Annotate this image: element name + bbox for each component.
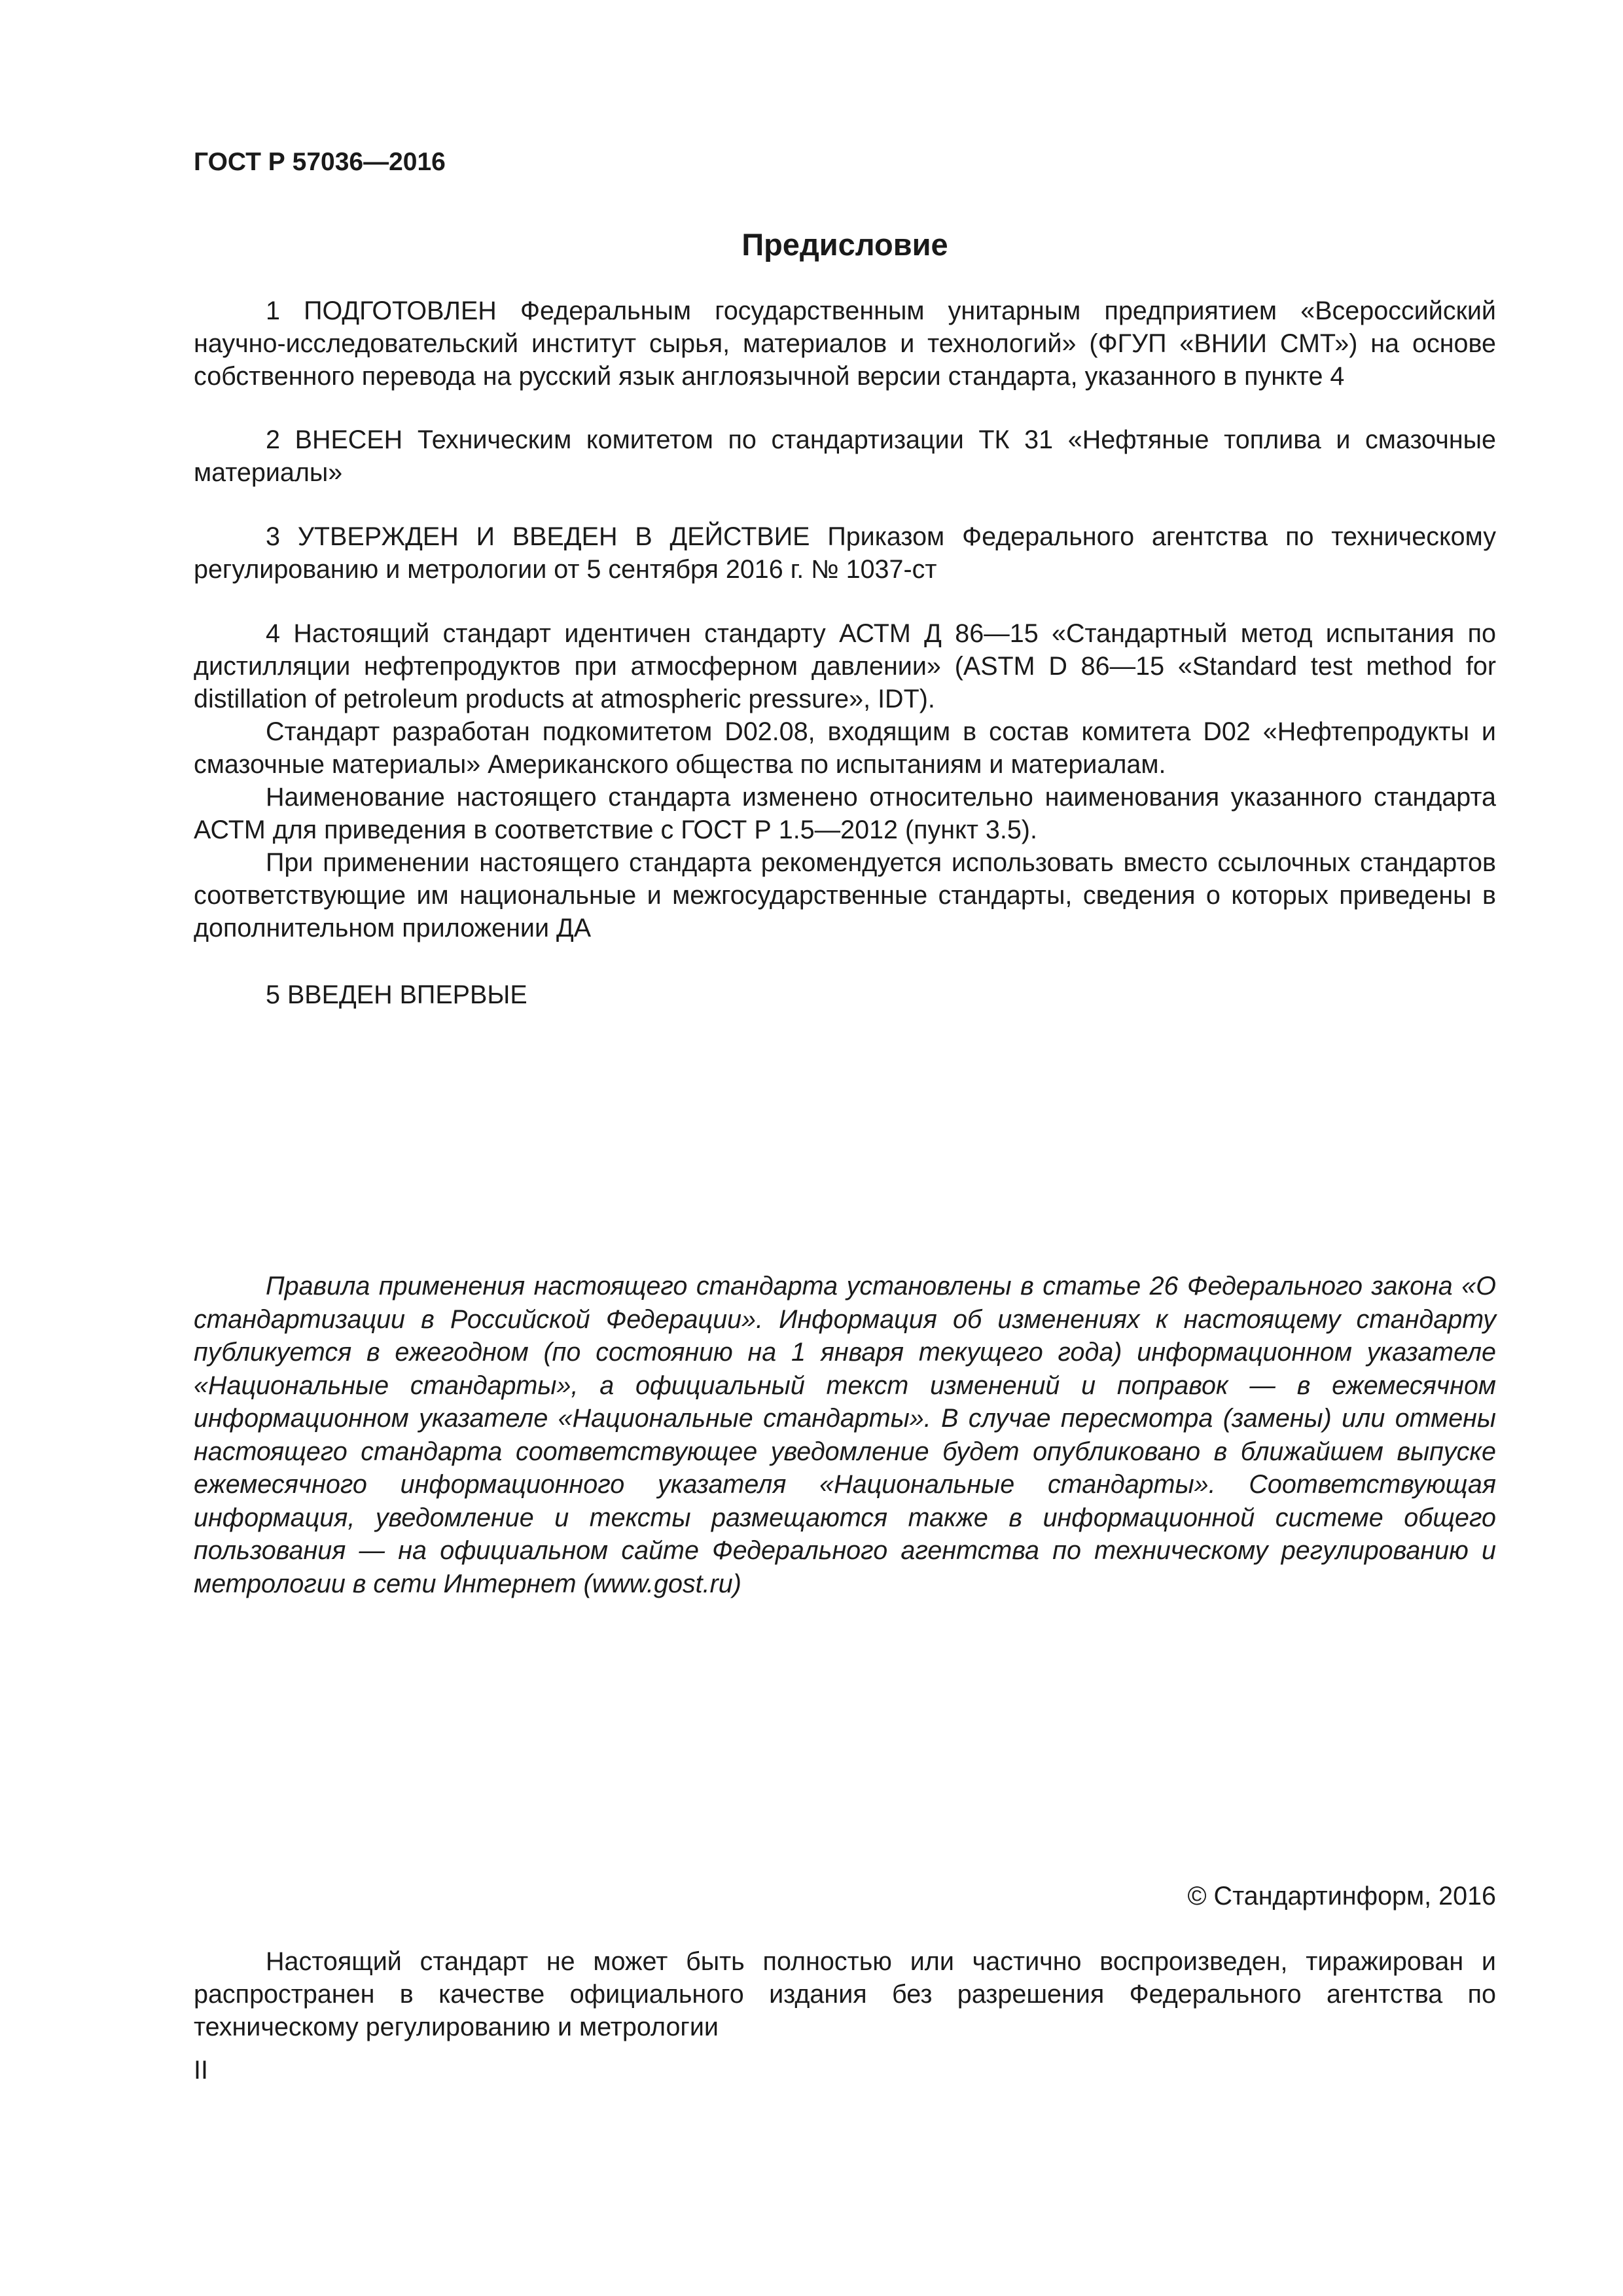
notice-paragraph: Правила применения настоящего стандарта установлены в статье 26 Федерального закона «О стандартизации в Российской Федерации». Информация об изменениях к настоящему стандарту публикуется в ежегодном (по состоянию на 1 января текущего года) информационном указателе «Национальные стандарты», а официальный текст изменений и поправок — в ежемесячном информационном указателе «Национальные стандарты». В случае пересмотра (замены) или отмены настоящего стандарта соответствующее уведомление будет опубликовано в ближайшем выпуске ежемесячного информационного указателя «Национальные стандарты». Соответствующая информация, уведомление и тексты размещаются также в информационной системе общего пользования — на официальном сайте Федерального агентства по техническому регулированию и метрологии в сети Интернет (www.gost.ru) xyxy=(194,1272,1496,1598)
preface-item-5 xyxy=(194,978,1496,1011)
paragraph: 2 ВНЕСЕН Техническим комитетом по стандартизации ТК 31 «Нефтяные топлива и смазочные материалы» xyxy=(194,425,1496,487)
page-title: Предисловие xyxy=(741,227,948,262)
preface-item-3 xyxy=(194,520,1496,586)
preface-item-1 xyxy=(194,295,1496,393)
reprint-notice xyxy=(194,1945,1496,2043)
preface-item-4 xyxy=(194,617,1496,944)
paragraph: 5 ВВЕДЕН ВПЕРВЫЕ xyxy=(266,980,527,1009)
paragraph: 3 УТВЕРЖДЕН И ВВЕДЕН В ДЕЙСТВИЕ Приказом Федерального агентства по техническому регулированию и метрологии от 5 сентября 2016 г. № 1037-ст xyxy=(194,522,1496,584)
application-rules-notice xyxy=(194,1270,1496,1600)
paragraph: Наименование настоящего стандарта изменено относительно наименования указанного стандарта АСТМ для приведения в соответствие с ГОСТ Р 1.5—2012 (пункт 3.5). xyxy=(194,783,1496,844)
copyright: © Стандартинформ, 2016 xyxy=(1187,1882,1496,1910)
paragraph: При применении настоящего стандарта рекомендуется использовать вместо ссылочных стандартов соответствующие им национальные и межгосударственные стандарты, сведения о которых приведены в дополнительном приложении ДА xyxy=(194,848,1496,942)
standard-code: ГОСТ Р 57036—2016 xyxy=(194,148,446,176)
page-number: II xyxy=(194,2056,208,2085)
reprint-paragraph: Настоящий стандарт не может быть полностью или частично воспроизведен, тиражирован и распространен в качестве официального издания без разрешения Федерального агентства по техническому регулированию и метрологии xyxy=(194,1947,1496,2041)
paragraph: Стандарт разработан подкомитетом D02.08, входящим в состав комитета D02 «Нефтепродукты и смазочные материалы» Американского общества по испытаниям и материалам. xyxy=(194,717,1496,779)
paragraph: 4 Настоящий стандарт идентичен стандарту АСТМ Д 86—15 «Стандартный метод испытания по дистилляции нефтепродуктов при атмосферном давлении» (ASTM D 86—15 «Standard test method for distillation of petroleum products at atmospheric pressure», IDT). xyxy=(194,619,1496,713)
preface-item-2 xyxy=(194,423,1496,489)
paragraph: 1 ПОДГОТОВЛЕН Федеральным государственным унитарным предприятием «Всероссийский научно-исследовательский институт сырья, материалов и технологий» (ФГУП «ВНИИ СМТ») на основе собственного перевода на русский язык англоязычной версии стандарта, указанного в пункте 4 xyxy=(194,296,1496,391)
